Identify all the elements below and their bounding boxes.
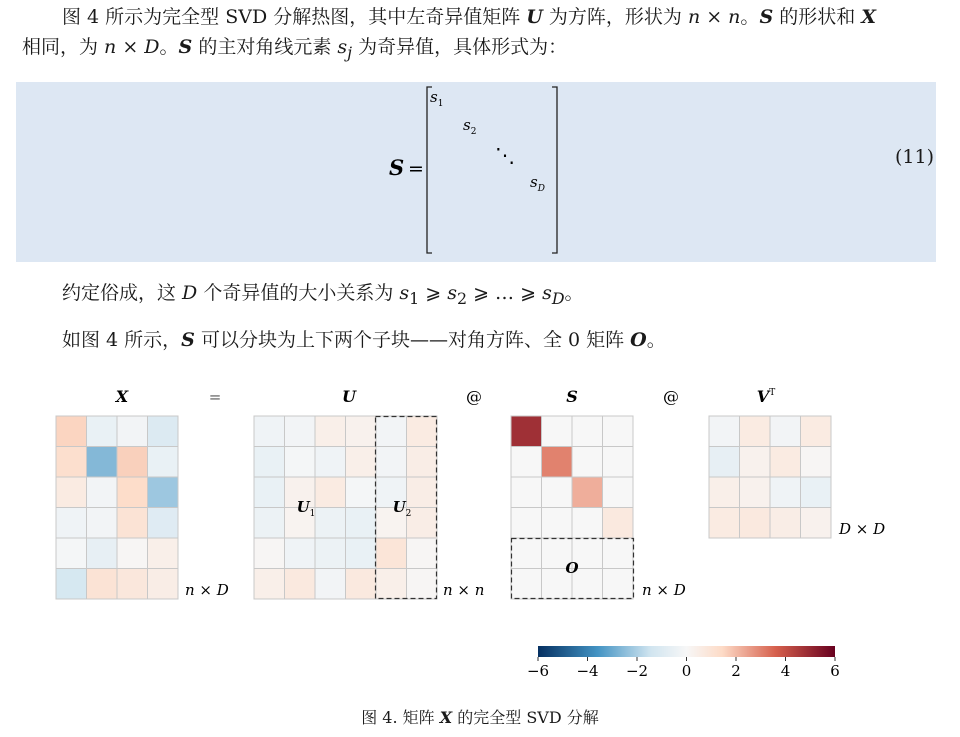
title-u: U xyxy=(342,387,356,406)
v-cell xyxy=(740,416,771,447)
x-cell xyxy=(148,569,179,600)
v-cell xyxy=(770,447,801,478)
s-cell xyxy=(603,508,634,539)
u-cell xyxy=(254,538,285,569)
x-cell xyxy=(87,569,118,600)
v-cell xyxy=(709,477,740,508)
left-bracket xyxy=(427,87,432,253)
u-cell xyxy=(315,447,346,478)
block-split-paragraph: 如图 4 所示，S 可以分块为上下两个子块——对角方阵、全 0 矩阵 O。 xyxy=(62,329,666,351)
u-cell xyxy=(407,447,438,478)
u-cell xyxy=(407,477,438,508)
u-cell xyxy=(285,569,316,600)
u-cell xyxy=(376,447,407,478)
colorbar-tick-label: −2 xyxy=(625,662,649,680)
equation-number: (11) xyxy=(894,146,934,168)
u-cell xyxy=(407,569,438,600)
x-cell xyxy=(56,447,87,478)
v-cell xyxy=(740,447,771,478)
colorbar-tick-label: 2 xyxy=(731,662,741,680)
x-cell xyxy=(117,538,148,569)
s-cell xyxy=(603,416,634,447)
v-cell xyxy=(801,477,832,508)
u-cell xyxy=(346,569,377,600)
u-cell xyxy=(346,447,377,478)
colorbar xyxy=(538,646,835,657)
label-u1: $U_1$ xyxy=(296,498,316,519)
singular-order-paragraph: 约定俗成，这 D 个奇异值的大小关系为 $s_1$ ⩾ $s_2$ ⩾ … ⩾ $s_D$。 xyxy=(62,282,584,308)
title-equals: = xyxy=(208,388,222,406)
u-cell xyxy=(285,416,316,447)
x-cell xyxy=(117,569,148,600)
s-cell xyxy=(542,447,573,478)
u-cell xyxy=(315,508,346,539)
x-cell xyxy=(117,447,148,478)
heatmap-v xyxy=(709,416,831,538)
u-cell xyxy=(376,416,407,447)
s-cell xyxy=(511,569,542,600)
s-cell xyxy=(511,477,542,508)
x-cell xyxy=(117,416,148,447)
s-cell xyxy=(542,416,573,447)
s-cell xyxy=(603,538,634,569)
shape-u: n × n xyxy=(443,581,485,599)
x-cell xyxy=(87,477,118,508)
s-cell xyxy=(511,416,542,447)
colorbar-ticks xyxy=(527,657,840,680)
title-at-1: @ xyxy=(466,387,482,406)
u-cell xyxy=(315,569,346,600)
colorbar-tick-label: 6 xyxy=(830,662,840,680)
x-cell xyxy=(56,477,87,508)
equation-equals: = xyxy=(408,158,424,180)
s-cell xyxy=(603,447,634,478)
x-cell xyxy=(56,416,87,447)
s-cell xyxy=(572,508,603,539)
heatmap-u xyxy=(254,416,437,599)
x-cell xyxy=(87,416,118,447)
u-cell xyxy=(285,447,316,478)
shape-x: n × D xyxy=(185,581,229,599)
heatmap-x xyxy=(56,416,178,599)
colorbar-tick-label: 4 xyxy=(780,662,791,680)
v-cell xyxy=(770,416,801,447)
s-cell xyxy=(572,447,603,478)
x-cell xyxy=(56,569,87,600)
equation-svg xyxy=(16,82,936,262)
u-cell xyxy=(315,477,346,508)
title-s: S xyxy=(566,387,578,406)
intro-paragraph xyxy=(22,2,942,68)
u-cell xyxy=(315,538,346,569)
u-cell xyxy=(346,477,377,508)
label-o: O xyxy=(565,559,579,577)
v-cell xyxy=(801,508,832,539)
u-cell xyxy=(254,416,285,447)
x-cell xyxy=(148,538,179,569)
colorbar-tick-label: −4 xyxy=(576,662,599,680)
u-cell xyxy=(254,477,285,508)
u-cell xyxy=(254,447,285,478)
v-cell xyxy=(709,416,740,447)
x-cell xyxy=(148,508,179,539)
u-cell xyxy=(346,416,377,447)
intro-line-1: 图 4 所示为完全型 SVD 分解热图，其中左奇异值矩阵 U 为方阵，形状为 n × n。S 的形状和 X xyxy=(62,6,877,28)
figure-caption: 图 4. 矩阵 X 的完全型 SVD 分解 xyxy=(361,708,599,727)
v-cell xyxy=(709,508,740,539)
u-cell xyxy=(315,416,346,447)
u-cell xyxy=(376,538,407,569)
v-cell xyxy=(770,477,801,508)
u-cell xyxy=(346,508,377,539)
s-cell xyxy=(511,447,542,478)
x-cell xyxy=(148,447,179,478)
s-cell xyxy=(542,508,573,539)
u-cell xyxy=(346,538,377,569)
s-cell xyxy=(603,569,634,600)
x-cell xyxy=(148,416,179,447)
v-cell xyxy=(801,416,832,447)
entry-sD: $s_D$ xyxy=(530,173,545,194)
x-cell xyxy=(117,477,148,508)
v-cell xyxy=(770,508,801,539)
title-v: $V^T$ xyxy=(756,387,776,406)
shape-v: D × D xyxy=(839,520,886,538)
v-cell xyxy=(740,477,771,508)
shape-s: n × D xyxy=(642,581,686,599)
title-at-2: @ xyxy=(663,387,679,406)
u-cell xyxy=(254,569,285,600)
v-cell xyxy=(740,508,771,539)
entry-s2: $s_2$ xyxy=(463,116,477,137)
x-cell xyxy=(87,447,118,478)
u-cell xyxy=(254,508,285,539)
s-cell xyxy=(572,477,603,508)
s-cell xyxy=(511,508,542,539)
x-cell xyxy=(56,508,87,539)
x-cell xyxy=(148,477,179,508)
u-cell xyxy=(376,569,407,600)
u-cell xyxy=(285,538,316,569)
x-cell xyxy=(87,508,118,539)
x-cell xyxy=(87,538,118,569)
intro-line-2: 相同，为 n × D。S 的主对角线元素 $s_j$ 为奇异值，具体形式为： xyxy=(22,36,568,62)
label-u2: $U_2$ xyxy=(392,498,412,519)
entry-s1: $s_1$ xyxy=(430,88,444,109)
v-cell xyxy=(709,447,740,478)
s-cell xyxy=(511,538,542,569)
title-x: X xyxy=(115,387,129,406)
colorbar-tick-label: 0 xyxy=(681,662,692,680)
u-cell xyxy=(407,538,438,569)
s-cell xyxy=(572,416,603,447)
right-bracket xyxy=(552,87,557,253)
u-cell xyxy=(407,416,438,447)
equation-block xyxy=(16,82,936,262)
x-cell xyxy=(117,508,148,539)
s-cell xyxy=(603,477,634,508)
x-cell xyxy=(56,538,87,569)
s-cell xyxy=(542,477,573,508)
svd-figure xyxy=(0,370,960,700)
colorbar-tick-label: −6 xyxy=(526,662,550,680)
equation-lhs: S xyxy=(389,155,405,180)
v-cell xyxy=(801,447,832,478)
entry-ddots: ⋱ xyxy=(495,143,515,167)
